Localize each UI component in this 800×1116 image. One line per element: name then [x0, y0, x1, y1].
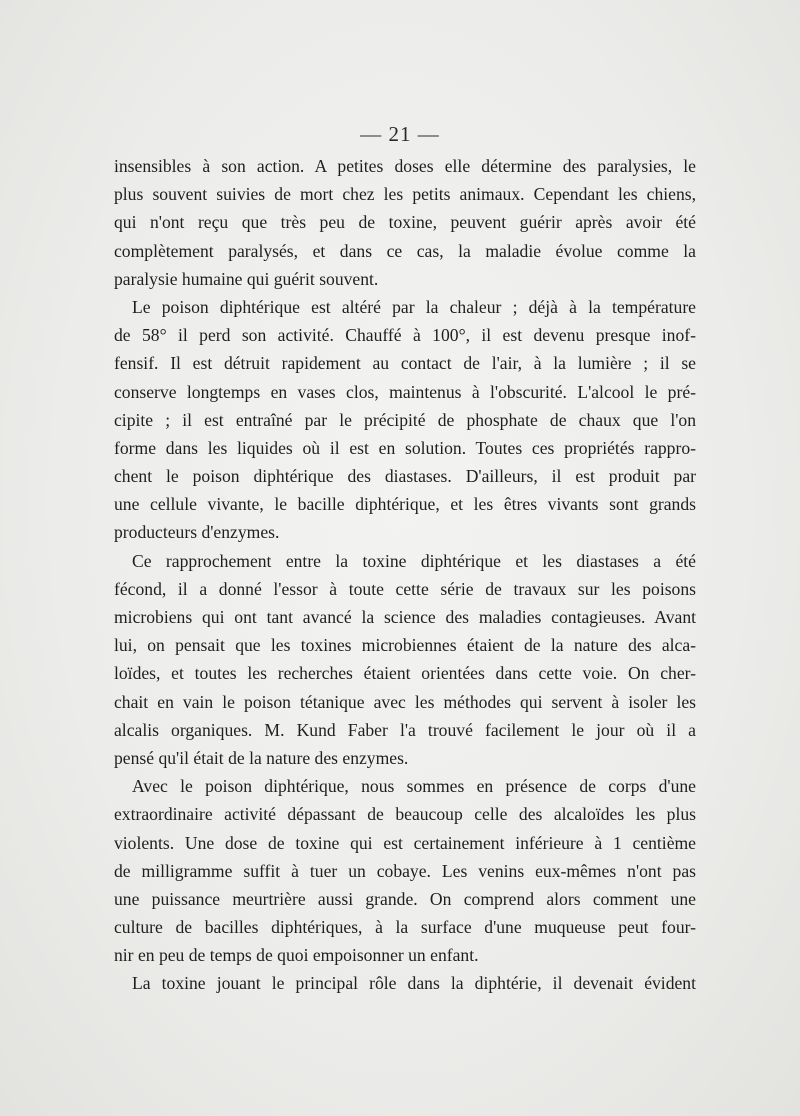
text-line: cipite ; il est entraîné par le précipité de phosphate de chaux que l'on [114, 409, 696, 430]
text-line: pensé qu'il était de la nature des enzymes. [114, 747, 409, 768]
body-text [114, 152, 696, 998]
text-line: violents. Une dose de toxine qui est certainement inférieure à 1 centième [114, 832, 696, 853]
text-line: de 58° il perd son activité. Chauffé à 100°, il est devenu presque inof- [114, 325, 696, 346]
page-number: — 21 — [360, 122, 440, 146]
text-line: chait en vain le poison tétanique avec les méthodes qui servent à isoler les [114, 691, 696, 712]
text-line: microbiens qui ont tant avancé la science des maladies contagieuses. Avant [114, 607, 696, 627]
text-line: forme dans les liquides où il est en solution. Toutes ces propriétés rappro- [114, 437, 696, 458]
text-line: une puissance meurtrière aussi grande. On comprend alors comment une [114, 888, 696, 909]
text-line: une cellule vivante, le bacille diphtérique, et les êtres vivants sont grands [114, 494, 696, 515]
text-line: nir en peu de temps de quoi empoisonner un enfant. [114, 945, 479, 966]
text-line: complètement paralysés, et dans ce cas, la maladie évolue comme la [114, 240, 696, 261]
text-line: conserve longtemps en vases clos, maintenus à l'obscurité. L'alcool le pré- [114, 381, 696, 402]
text-line: La toxine jouant le principal rôle dans la diphtérie, il devenait évident [132, 973, 696, 994]
text-line: qui n'ont reçu que très peu de toxine, peuvent guérir après avoir été [114, 212, 696, 233]
text-line: insensibles à son action. A petites doses elle détermine des paralysies, le [114, 156, 696, 176]
text-line: de milligramme suffit à tuer un cobaye. Les venins eux-mêmes n'ont pas [114, 860, 696, 881]
text-line: fécond, il a donné l'essor à toute cette série de travaux sur les poisons [114, 578, 696, 599]
text-line: plus souvent suivies de mort chez les petits animaux. Cependant les chiens, [114, 184, 696, 205]
text-line: chent le poison diphtérique des diastases. D'ailleurs, il est produit par [114, 466, 696, 487]
text-line: lui, on pensait que les toxines microbiennes étaient de la nature des alca- [114, 635, 696, 656]
text-line: Ce rapprochement entre la toxine diphtérique et les diastases a été [132, 550, 696, 571]
text-line: producteurs d'enzymes. [114, 522, 280, 543]
text-line: culture de bacilles diphtériques, à la surface d'une muqueuse peut four- [114, 917, 696, 938]
text-line: extraordinaire activité dépassant de beaucoup celle des alcaloïdes les plus [114, 804, 696, 825]
text-line: Le poison diphtérique est altéré par la chaleur ; déjà à la température [132, 296, 696, 317]
text-line: Avec le poison diphtérique, nous sommes en présence de corps d'une [132, 776, 696, 797]
text-line: alcalis organiques. M. Kund Faber l'a trouvé facilement le jour où il a [114, 719, 696, 740]
text-line: paralysie humaine qui guérit souvent. [114, 268, 379, 289]
text-line: loïdes, et toutes les recherches étaient orientées dans cette voie. On cher- [114, 663, 696, 684]
text-line: fensif. Il est détruit rapidement au contact de l'air, à la lumière ; il se [114, 353, 696, 374]
